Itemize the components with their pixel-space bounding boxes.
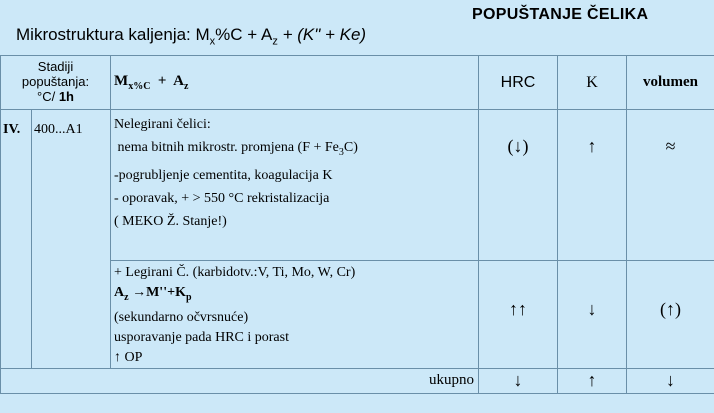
- header-stadiji: Stadiji popuštanja: °C/ 1h: [1, 56, 111, 110]
- subtitle: Mikrostruktura kaljenja: $M_x\%C + A_z + (K$" + Ke): [16, 25, 367, 48]
- header-microstructure: $M_{x\%C} + A_z$: [111, 56, 479, 110]
- k-unalloyed: ↑: [558, 110, 627, 261]
- temperature-range: 400...A1: [32, 110, 111, 369]
- k-alloyed: ↓: [558, 261, 627, 369]
- volumen-total: ↓: [627, 368, 714, 393]
- hrc-alloyed: ↑↑: [479, 261, 558, 369]
- main-title: POPUŠTANJE ČELIKA: [472, 6, 649, 23]
- header-hrc: HRC: [479, 56, 558, 110]
- volumen-unalloyed: ≈: [627, 110, 714, 261]
- k-total: ↑: [558, 368, 627, 393]
- hrc-total: ↓: [479, 368, 558, 393]
- table-row: [1, 110, 714, 261]
- unalloyed-steel-description: Nelegirani čelici: nema bitnih mikrostr. promjena $(F + Fe_3C)$ -pogrubljenje cementita, koagulacija K - oporavak, + > 550 °C rekristalizacija ( MEKO Ž. Stanje!): [111, 110, 479, 261]
- alloyed-steel-description: + Legirani Č. (karbidotv.:V, Ti, Mo, W, Cr) $A_z \to M''+K_p$ (sekundarno očvrsnuće) usporavanje pada HRC i porast ↑ OP: [111, 261, 479, 369]
- hrc-unalloyed: (↓): [479, 110, 558, 261]
- header-row: [1, 56, 714, 110]
- volumen-alloyed: (↑): [627, 261, 714, 369]
- total-row: [1, 368, 714, 393]
- stage-label: IV.: [1, 110, 32, 369]
- total-label: ukupno: [1, 368, 479, 393]
- header-volumen: volumen: [627, 56, 714, 110]
- header-k: K: [558, 56, 627, 110]
- tempering-table: [0, 55, 714, 394]
